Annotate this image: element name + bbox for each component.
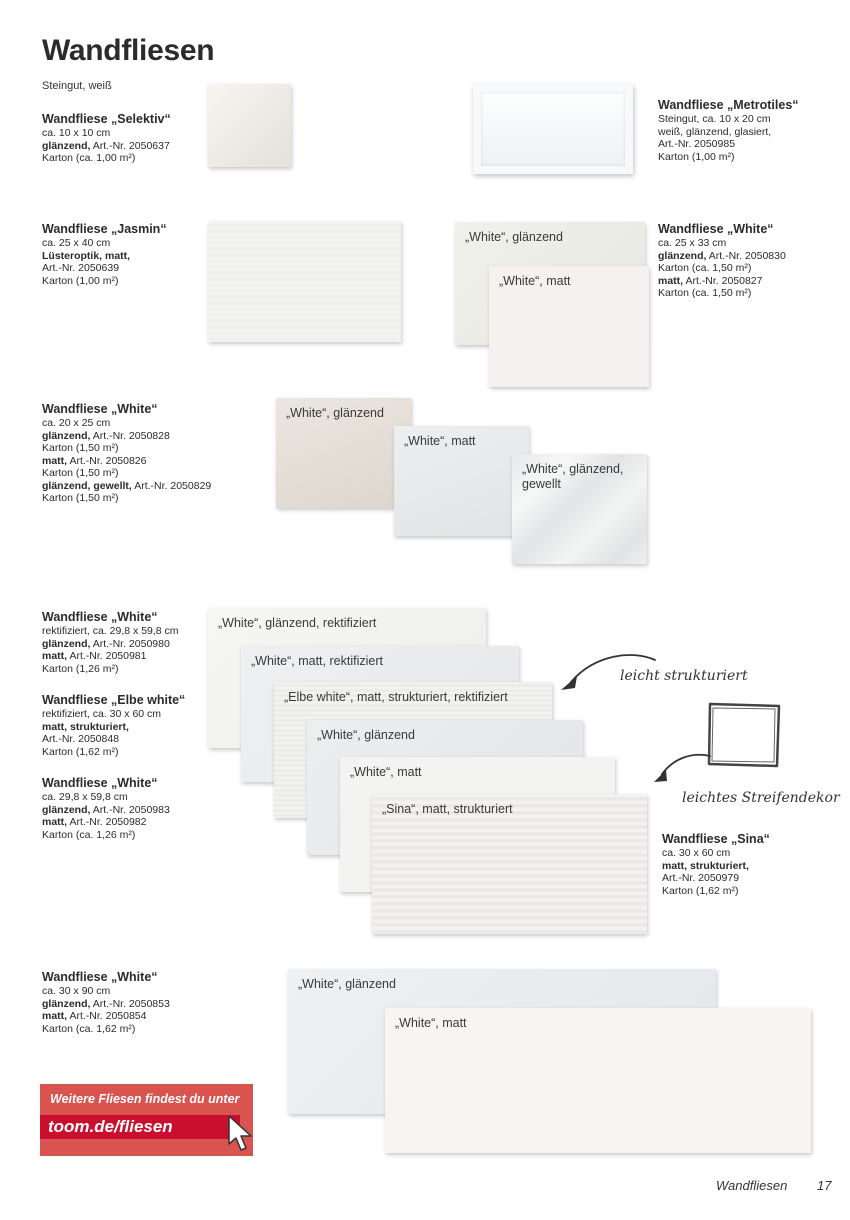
product-elbe-white <box>42 693 185 758</box>
product-title: Wandfliese „Sina“ <box>662 832 770 846</box>
product-artnr: Art.-Nr. 2050639 <box>42 262 120 274</box>
tile-label: „White“, glänzend <box>317 728 415 742</box>
promo-link[interactable]: toom.de/fliesen <box>40 1115 240 1139</box>
tile-label: „White“, matt, rektifiziert <box>251 654 383 668</box>
tile-label: „Sina“, matt, strukturiert <box>382 802 513 816</box>
page-number: 17 <box>817 1178 832 1193</box>
product-selektiv <box>42 112 171 165</box>
product-title: Wandfliese „Elbe white“ <box>42 693 186 707</box>
note-leicht-strukturiert: leicht strukturiert <box>620 668 748 684</box>
product-title: Wandfliese „White“ <box>42 402 158 416</box>
product-white-30x90 <box>42 970 170 1035</box>
product-finish: glänzend, <box>42 637 91 650</box>
product-karton: Karton (ca. 1,62 m²) <box>42 1022 136 1035</box>
page-title: Wandfliesen <box>42 34 215 67</box>
product-karton: Karton (ca. 1,50 m²) <box>658 262 752 274</box>
product-karton: Karton (1,50 m²) <box>42 492 119 504</box>
product-finish: matt, <box>658 274 684 287</box>
tile-label: „White“, matt <box>499 274 571 288</box>
product-artnr: Art.-Nr. 2050830 <box>708 249 786 262</box>
product-artnr: Art.-Nr. 2050979 <box>662 872 740 884</box>
product-title: Wandfliese „Selektiv“ <box>42 112 171 126</box>
product-artnr: Art.-Nr. 2050827 <box>685 274 763 287</box>
product-white-20x25 <box>42 402 211 505</box>
product-finish: glänzend, <box>42 139 91 152</box>
product-finish: glänzend, <box>658 249 707 262</box>
product-artnr: Art.-Nr. 2050854 <box>69 1010 147 1022</box>
page-subtitle: Steingut, weiß <box>42 80 112 92</box>
product-artnr: Art.-Nr. 2050981 <box>69 650 147 662</box>
product-metrotiles <box>658 98 799 163</box>
promo-box <box>40 1084 253 1156</box>
product-title: Wandfliese „White“ <box>42 970 158 984</box>
tile-label: „White“, glänzend, rektifiziert <box>218 616 377 630</box>
tile-jasmin <box>208 221 401 342</box>
product-artnr: Art.-Nr. 2050985 <box>658 138 736 150</box>
product-white-rektifiziert <box>42 610 179 675</box>
product-karton: Karton (1,62 m²) <box>42 745 119 758</box>
product-jasmin <box>42 222 167 287</box>
tile-white-25x33-matt <box>489 266 649 387</box>
product-finish: matt, <box>42 454 68 467</box>
tile-label: „White“, glänzend <box>465 230 563 244</box>
product-artnr: Art.-Nr. 2050828 <box>92 429 170 442</box>
tile-white-20x25-glaenzend <box>276 398 411 508</box>
cursor-icon <box>226 1114 256 1154</box>
product-white-25x33 <box>658 222 786 300</box>
product-finish: glänzend, <box>42 997 91 1010</box>
product-title: Wandfliese „White“ <box>658 222 774 236</box>
product-size: rektifiziert, ca. 29,8 x 59,8 cm <box>42 625 179 637</box>
product-size: ca. 30 x 60 cm <box>662 847 731 859</box>
product-size: ca. 20 x 25 cm <box>42 417 111 429</box>
product-karton: Karton (1,26 m²) <box>42 662 119 675</box>
product-size: rektifiziert, ca. 30 x 60 cm <box>42 708 162 720</box>
product-karton: Karton (1,00 m²) <box>658 150 735 163</box>
product-finish: matt, strukturiert, <box>42 720 129 733</box>
product-karton: Karton (ca. 1,50 m²) <box>658 287 752 299</box>
product-sina <box>662 832 770 897</box>
product-finish: glänzend, gewellt, <box>42 479 132 492</box>
product-karton: Karton (1,00 m²) <box>42 274 119 287</box>
tile-label: „White“, glänzend <box>286 406 384 420</box>
product-artnr: Art.-Nr. 2050829 <box>134 479 212 492</box>
product-finish: matt, <box>42 1010 68 1022</box>
product-artnr: Art.-Nr. 2050982 <box>69 816 147 828</box>
product-karton: Karton (1,50 m²) <box>42 467 119 479</box>
product-finish: Lüsteroptik, matt, <box>42 249 131 262</box>
product-artnr: Art.-Nr. 2050983 <box>92 803 170 816</box>
product-artnr: Art.-Nr. 2050980 <box>92 637 170 650</box>
product-title: Wandfliese „White“ <box>42 776 158 790</box>
tile-label: „White“, matt <box>404 434 476 448</box>
product-size: Steingut, ca. 10 x 20 cm <box>658 113 771 125</box>
product-karton: Karton (ca. 1,26 m²) <box>42 828 136 841</box>
product-size: ca. 29,8 x 59,8 cm <box>42 791 128 803</box>
note-streifendekor: leichtes Streifendekor <box>682 790 840 806</box>
product-finish: glänzend, <box>42 429 91 442</box>
product-white-29 <box>42 776 170 841</box>
product-finish: matt, <box>42 816 68 828</box>
product-artnr: Art.-Nr. 2050853 <box>92 997 170 1010</box>
product-finish: glänzend, <box>42 803 91 816</box>
product-title: Wandfliese „Metrotiles“ <box>658 98 799 112</box>
product-artnr: Art.-Nr. 2050848 <box>42 733 120 745</box>
tile-white-30x90-matt <box>385 1008 811 1153</box>
promo-text: Weitere Fliesen findest du unter <box>50 1092 240 1106</box>
footer-section: Wandfliesen <box>716 1178 788 1193</box>
product-artnr: Art.-Nr. 2050826 <box>69 454 147 467</box>
tile-metrotiles <box>473 84 633 174</box>
tile-label: „Elbe white“, matt, strukturiert, rektifiziert <box>284 690 508 704</box>
product-karton: Karton (1,62 m²) <box>662 884 739 897</box>
product-size: ca. 10 x 10 cm <box>42 127 111 139</box>
tile-selektiv <box>208 84 291 167</box>
tile-white-20x25-gewellt <box>512 454 647 564</box>
product-size: ca. 30 x 90 cm <box>42 985 111 997</box>
product-desc: weiß, glänzend, glasiert, <box>658 125 772 138</box>
tile-sina <box>372 794 647 934</box>
product-title: Wandfliese „White“ <box>42 610 158 624</box>
tile-label: „White“, glänzend <box>298 977 396 991</box>
product-artnr: Art.-Nr. 2050637 <box>92 139 170 152</box>
product-size: ca. 25 x 33 cm <box>658 237 727 249</box>
product-karton: Karton (1,50 m²) <box>42 442 119 454</box>
product-size: ca. 25 x 40 cm <box>42 237 111 249</box>
tile-white-20x25-matt <box>394 426 529 536</box>
product-finish: matt, <box>42 650 68 662</box>
product-title: Wandfliese „Jasmin“ <box>42 222 167 236</box>
hand-arrow-icon <box>648 750 718 790</box>
tile-label: „White“, glänzend, gewellt <box>522 462 624 491</box>
tile-label: „White“, matt <box>350 765 422 779</box>
product-finish: matt, strukturiert, <box>662 859 749 872</box>
product-karton: Karton (ca. 1,00 m²) <box>42 152 136 164</box>
tile-label: „White“, matt <box>395 1016 467 1030</box>
